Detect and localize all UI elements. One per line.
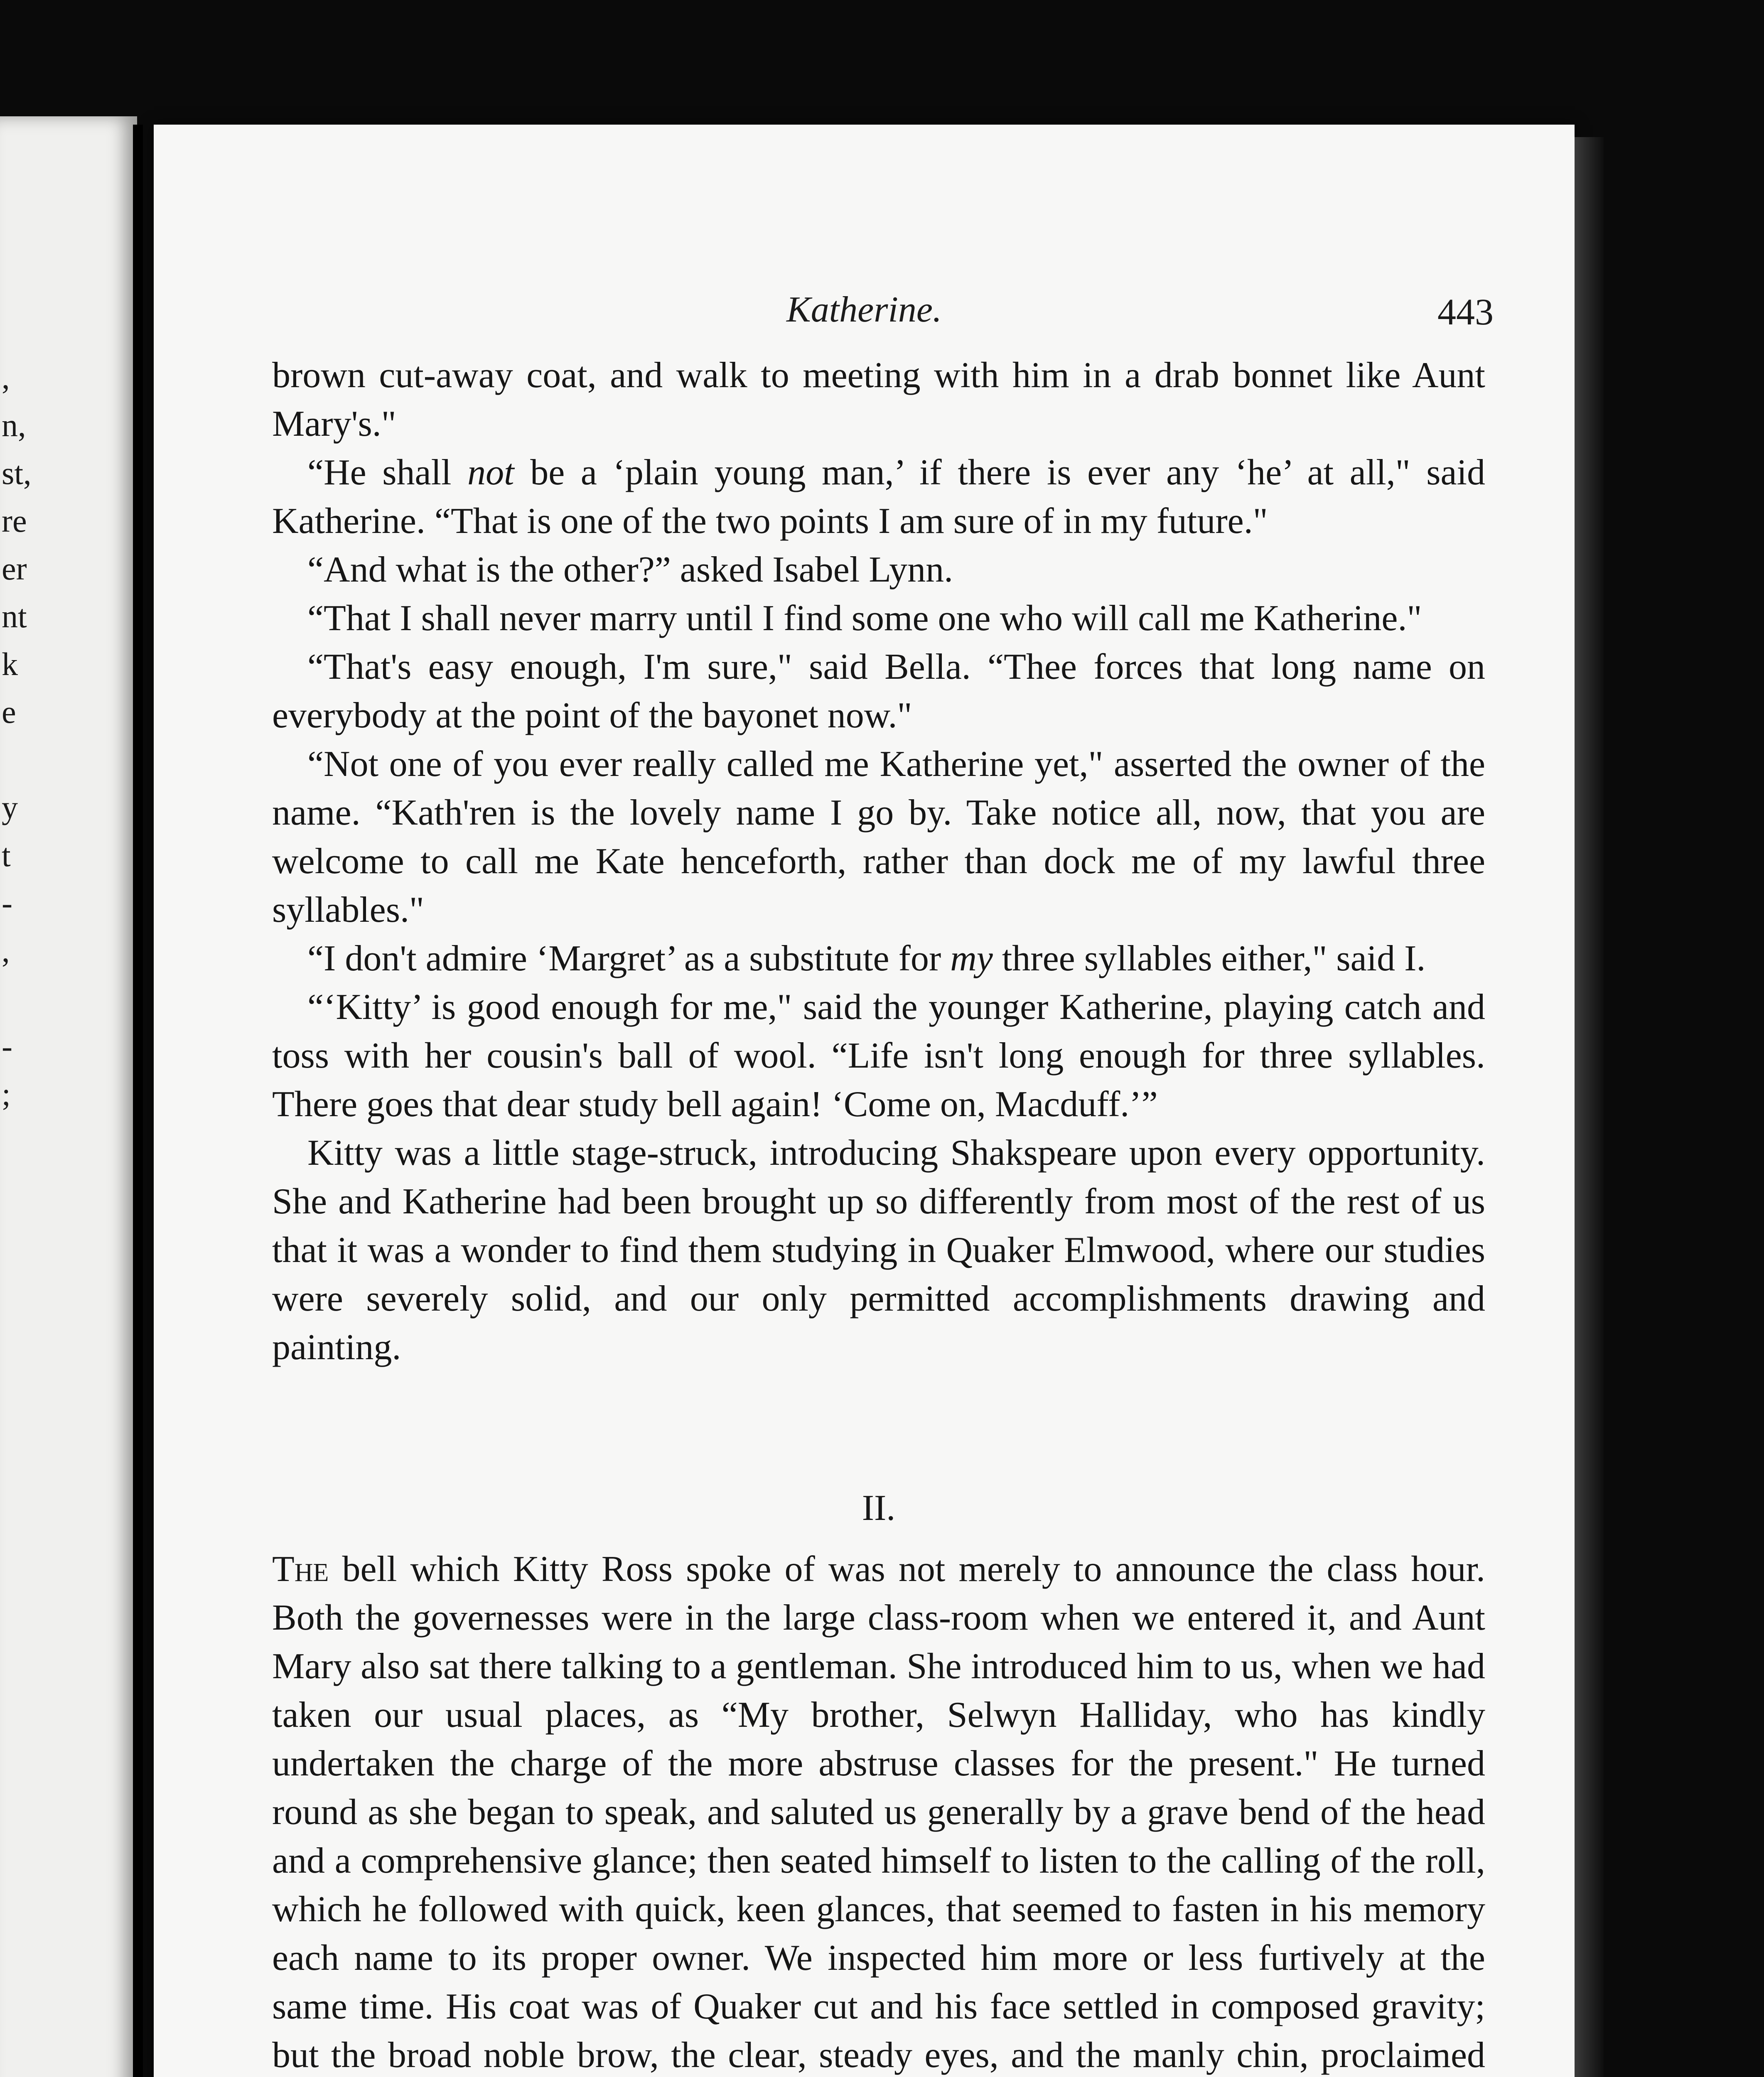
paragraph: “I don't admire ‘Margret’ as a substitute for my three syllables either," said I. [307,938,1426,979]
body-text [272,351,1485,2077]
page-edge [1575,137,1604,2077]
book-page [154,125,1575,2077]
facing-page-fragment: k [2,646,18,682]
emphasis: my [950,938,993,979]
paragraph: Kitty was a little stage-struck, introducing Shakspeare upon every opportunity. She and Katherine had been brought up so differently from most of the rest of us that it was a wonder to find them studying in Quaker Elmwood, where our studies were severely solid, and our only permitted accomplishments drawing and painting. [272,1133,1485,1367]
facing-page-fragment: - [2,1028,12,1064]
paragraph: “And what is the other?” asked Isabel Lynn. [307,550,953,590]
lead-word: The [272,1549,329,1589]
emphasis: not [467,452,514,493]
facing-page-fragment: y [2,789,18,825]
paragraph: brown cut-away coat, and walk to meeting with him in a drab bonnet like Aunt Mary's." [272,355,1485,444]
facing-page-fragment: , [2,359,10,395]
paragraph: “Not one of you ever really called me Katherine yet," asserted the owner of the name. “Kath'ren is the lovely name I go by. Take notice all, now, that you are welcome to call me Kate henceforth, rather than dock me of my lawful three syllables." [272,744,1485,930]
paragraph: “That's easy enough, I'm sure," said Bella. “Thee forces that long name on everybody at the point of the bayonet now." [272,647,1485,736]
facing-page-fragment: - [2,885,12,921]
facing-page-fragment: e [2,694,16,730]
book-gutter [133,125,143,2077]
paragraph: “He shall not be a ‘plain young man,’ if there is ever any ‘he’ at all," said Katherine. “That is one of the two points I am sure of in my future." [272,452,1485,541]
running-title: Katherine. [786,290,942,330]
facing-page-fragment: er [2,550,27,587]
page-number: 443 [1437,292,1494,333]
facing-page [0,116,137,2077]
paragraph: The bell which Kitty Ross spoke of was not merely to announce the class hour. Both the governesses were in the large class-room when we entered it, and Aunt Mary also sat there talking to a gentleman. She introduced him to us, when we had taken our usual places, as “My brother, Selwyn Halliday, who has kindly undertaken the charge of the more abstruse classes for the present." He turned round as she began to speak, and saluted us generally by a grave bend of the head and a comprehensive glance; then seated himself to listen to the calling of the roll, which he followed with quick, keen glances, that seemed to fasten in his memory each name to its proper owner. We inspected him more or less furtively at the same time. His coat was of Quaker cut and his face settled in composed gravity; but the broad noble brow, the clear, steady eyes, and the manly chin, proclaimed [272,1549,1485,2075]
section-heading: II. [862,1488,896,1528]
facing-page-fragment: n, [2,407,26,443]
facing-page-fragment: ; [2,1076,11,1112]
paragraph: “‘Kitty’ is good enough for me," said the younger Katherine, playing catch and toss with her cousin's ball of wool. “Life isn't long enough for three syllables. There goes that dear study bell again! ‘Come on, Macduff.’” [272,987,1485,1124]
facing-page-fragment: nt [2,598,27,634]
facing-page-fragment: , [2,933,10,969]
facing-page-fragment: st, [2,455,32,491]
facing-page-fragment: t [2,837,11,873]
paragraph: “That I shall never marry until I find some one who will call me Katherine." [307,598,1422,638]
facing-page-fragment: re [2,503,27,539]
